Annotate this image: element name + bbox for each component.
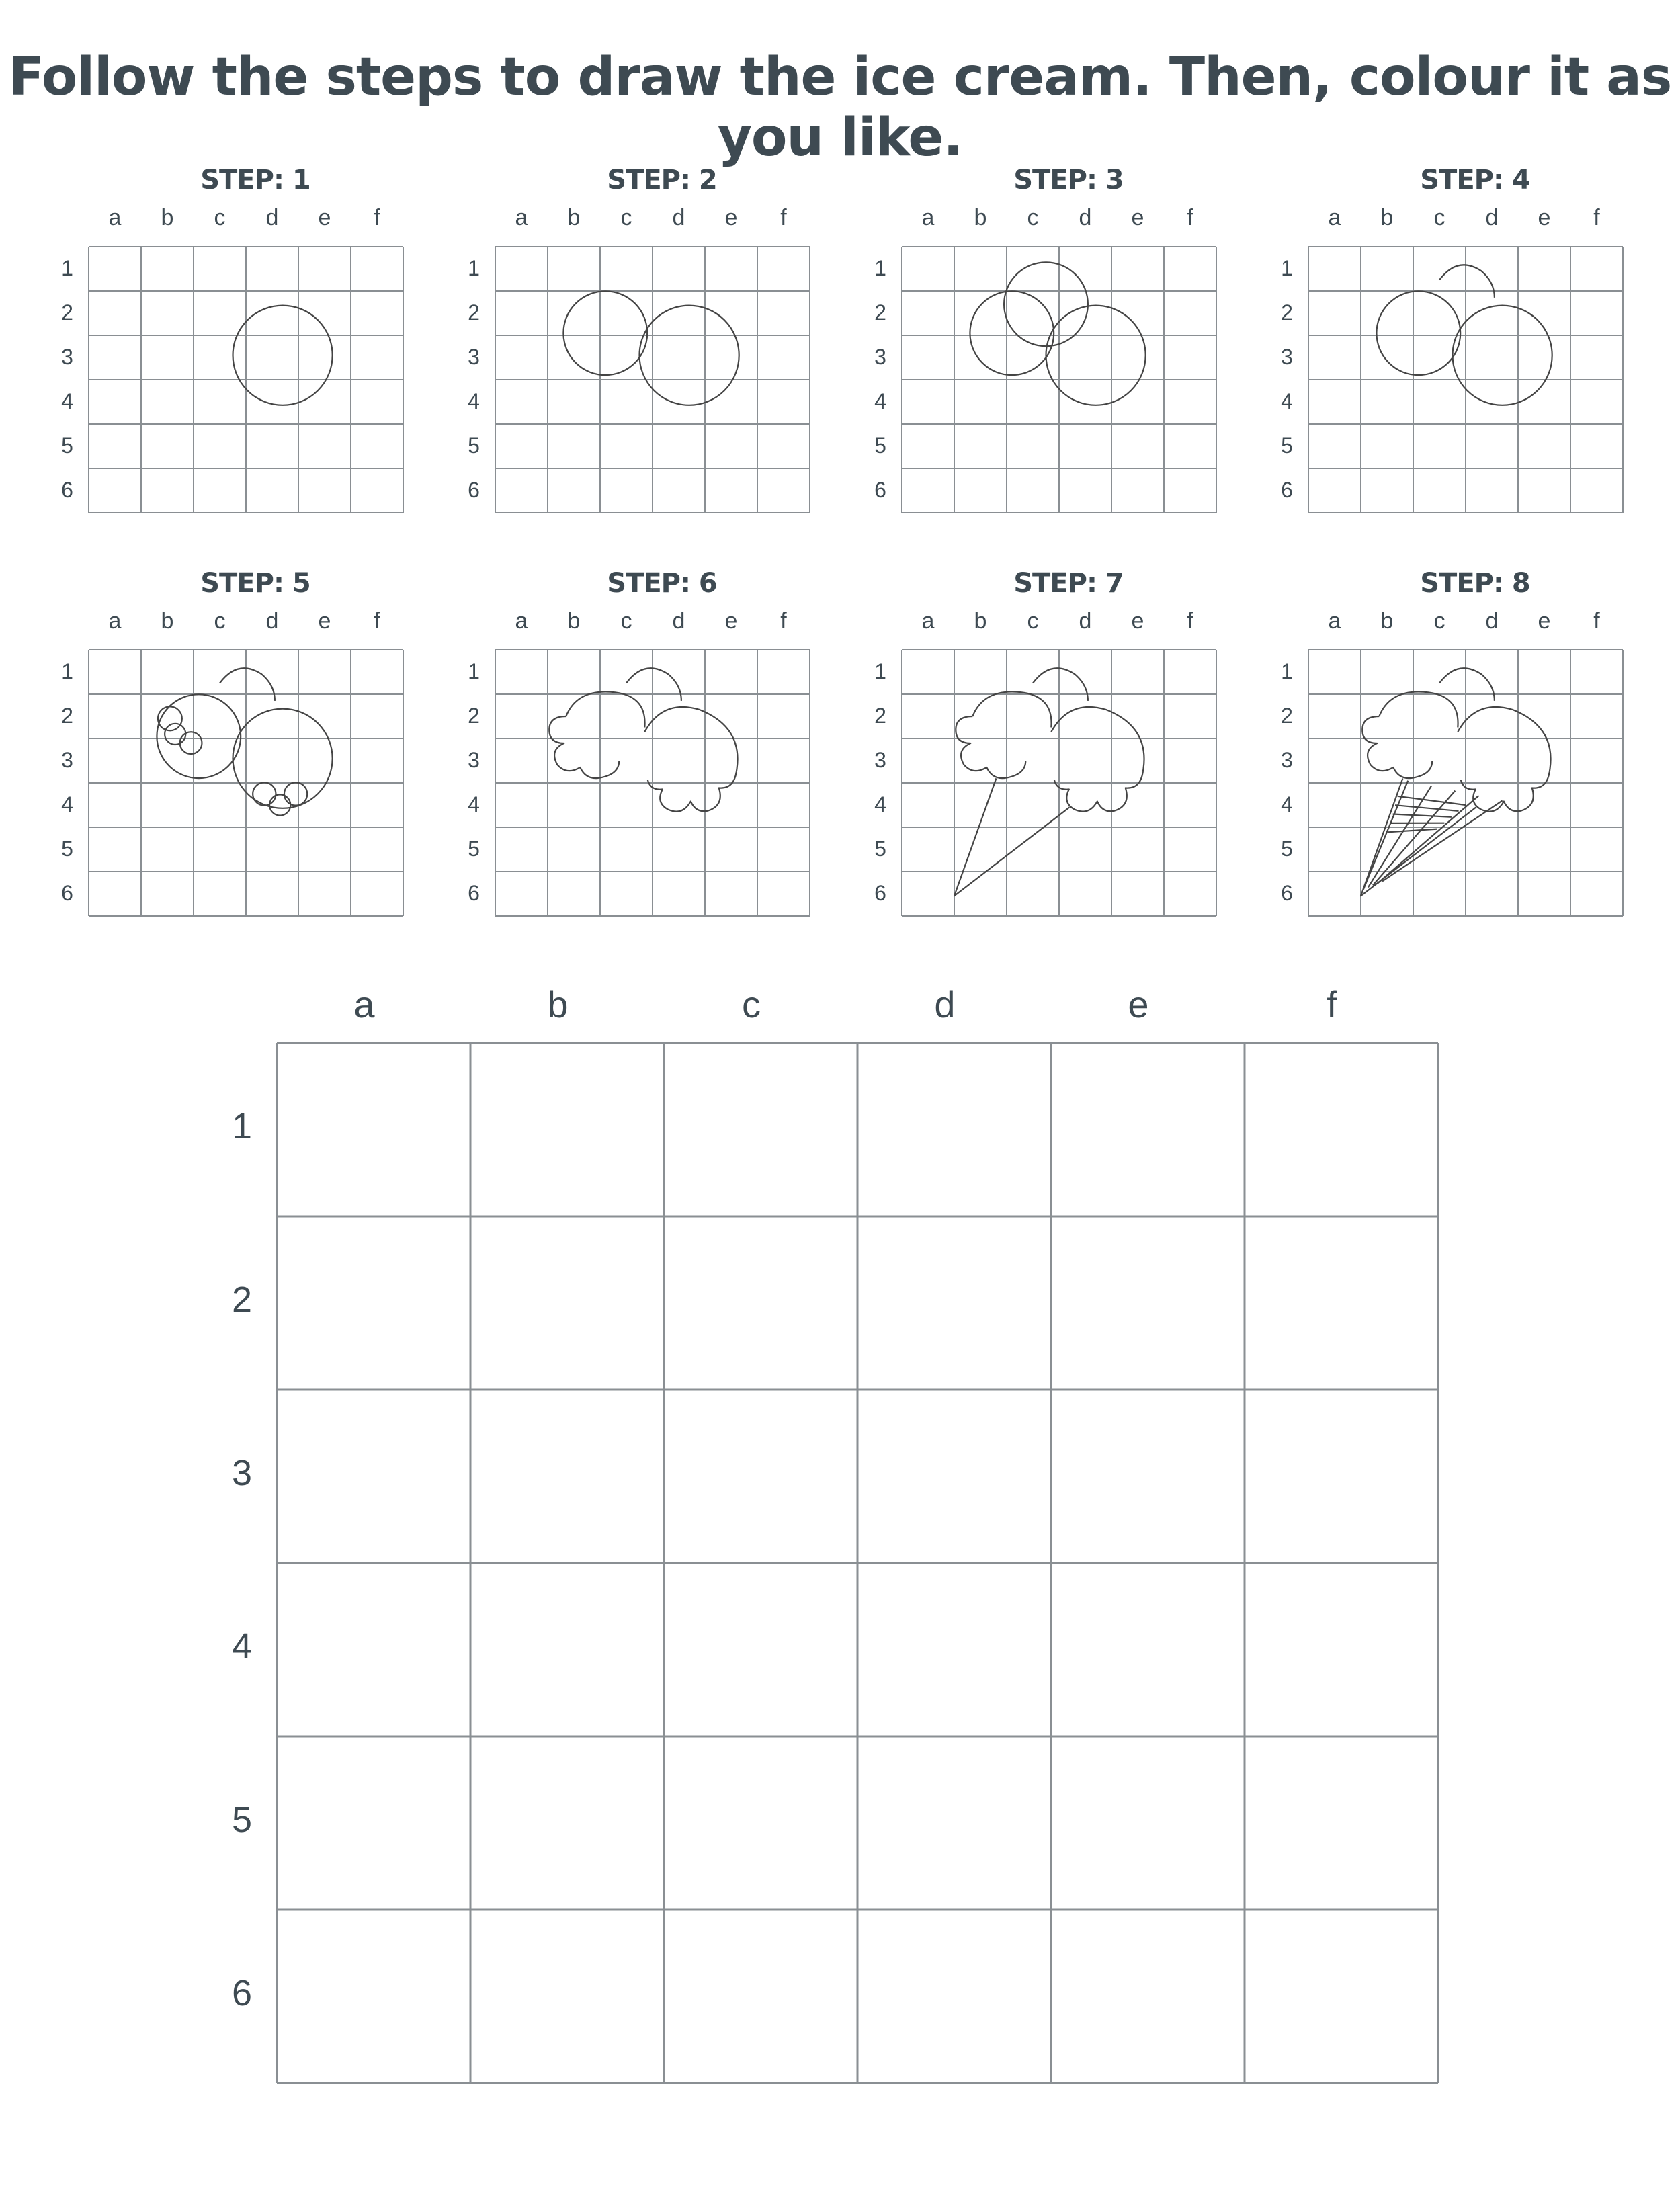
column-label: a	[921, 608, 935, 634]
column-label: d	[1485, 205, 1499, 230]
scoop-top-outline	[1439, 265, 1495, 298]
row-label: 5	[874, 433, 886, 458]
column-label: e	[1128, 983, 1149, 1025]
scoop-left-circle	[970, 291, 1054, 375]
scoop-right-circle	[233, 306, 333, 405]
column-label: f	[1187, 608, 1193, 634]
row-label: 3	[874, 345, 886, 369]
column-label: c	[1027, 608, 1039, 634]
column-label: c	[214, 205, 226, 230]
scoop-right-outline	[1458, 707, 1550, 772]
column-label: d	[934, 983, 956, 1025]
row-label: 3	[874, 748, 886, 772]
row-label: 3	[468, 345, 480, 369]
column-label: b	[974, 608, 987, 634]
bubble-circle	[165, 724, 185, 745]
step-label: STEP: 4	[1420, 165, 1530, 196]
row-label: 2	[1281, 300, 1293, 325]
row-label: 6	[874, 881, 886, 905]
grid-lines	[902, 650, 1216, 916]
column-label: b	[1380, 608, 1394, 634]
step-grid	[460, 568, 864, 917]
scoop-left-wave	[956, 716, 1025, 778]
column-label: a	[108, 205, 122, 230]
bubble-circle	[284, 782, 307, 805]
scoop-top-outline	[220, 668, 275, 701]
row-label: 4	[468, 389, 480, 413]
column-label: c	[1433, 205, 1445, 230]
ice-cream-drawing	[563, 291, 739, 405]
row-label: 6	[874, 478, 886, 502]
column-label: a	[515, 205, 528, 230]
grid-lines	[1308, 650, 1623, 916]
row-label: 6	[468, 478, 480, 502]
scoop-left-outline	[1379, 691, 1458, 727]
row-label: 2	[231, 1279, 253, 1320]
ice-cream-drawing	[157, 668, 332, 815]
column-label: a	[108, 608, 122, 634]
scoop-top-outline	[1033, 668, 1088, 701]
step-label: STEP: 5	[200, 568, 310, 599]
column-label: d	[265, 608, 279, 634]
row-label: 5	[468, 433, 480, 458]
row-label: 2	[61, 300, 73, 325]
step-label: STEP: 7	[1013, 568, 1124, 599]
step-grid	[867, 568, 1270, 917]
step-label: STEP: 1	[200, 165, 310, 196]
row-label: 1	[1281, 256, 1293, 280]
row-label: 3	[468, 748, 480, 772]
column-label: c	[214, 608, 226, 634]
row-label: 5	[61, 837, 73, 861]
step-grid	[54, 568, 457, 917]
row-label: 1	[1281, 659, 1293, 683]
row-label: 4	[61, 792, 73, 816]
grid-lines	[495, 247, 810, 513]
column-label: c	[620, 608, 632, 634]
page-title: Follow the steps to draw the ice cream. Then, colour it as you like.	[8, 47, 1672, 168]
row-label: 1	[874, 659, 886, 683]
column-label: e	[1538, 608, 1551, 634]
column-label: e	[1131, 205, 1144, 230]
row-label: 5	[1281, 433, 1293, 458]
column-label: e	[1131, 608, 1144, 634]
column-label: f	[1327, 983, 1337, 1025]
row-label: 3	[61, 345, 73, 369]
row-label: 3	[1281, 345, 1293, 369]
scoop-left-circle	[1376, 291, 1460, 375]
row-label: 2	[468, 300, 480, 325]
practice-grid[interactable]	[276, 1042, 1439, 2084]
row-label: 6	[61, 881, 73, 905]
column-label: b	[547, 983, 569, 1025]
ice-cream-drawing	[1361, 668, 1551, 896]
column-label: b	[567, 608, 581, 634]
step-8-panel	[1273, 568, 1677, 917]
grid-lines	[1308, 247, 1623, 513]
column-label: e	[1538, 205, 1551, 230]
scoop-top-outline	[1439, 668, 1495, 701]
step-4-panel	[1273, 165, 1677, 514]
row-label: 1	[468, 659, 480, 683]
column-label: d	[1079, 608, 1092, 634]
row-label: 1	[61, 256, 73, 280]
step-grid	[1273, 165, 1677, 514]
row-label: 5	[874, 837, 886, 861]
scoop-left-circle	[563, 291, 647, 375]
row-label: 1	[231, 1106, 253, 1146]
step-7-panel	[867, 568, 1270, 917]
row-label: 6	[231, 1973, 253, 2013]
ice-cream-drawing	[233, 306, 333, 405]
column-label: f	[1593, 608, 1600, 634]
row-label: 4	[468, 792, 480, 816]
row-label: 3	[231, 1453, 253, 1493]
column-label: a	[921, 205, 935, 230]
grid-lines	[495, 650, 810, 916]
column-label: d	[1079, 205, 1092, 230]
column-label: f	[1593, 205, 1600, 230]
row-label: 6	[468, 881, 480, 905]
ice-cream-drawing	[549, 668, 737, 811]
row-label: 3	[1281, 748, 1293, 772]
column-label: f	[374, 205, 380, 230]
column-label: b	[161, 608, 174, 634]
scoop-right-wave	[1461, 772, 1550, 812]
column-label: d	[265, 205, 279, 230]
step-3-panel	[867, 165, 1270, 514]
column-label: f	[780, 608, 787, 634]
row-label: 4	[874, 389, 886, 413]
column-label: d	[672, 205, 685, 230]
row-label: 1	[61, 659, 73, 683]
column-label: b	[567, 205, 581, 230]
step-grid	[1273, 568, 1677, 917]
column-label: c	[742, 983, 761, 1025]
column-label: c	[1027, 205, 1039, 230]
column-label: d	[1485, 608, 1499, 634]
cone-waffle-line	[1398, 796, 1466, 805]
step-2-panel	[460, 165, 864, 514]
cone-waffle-line	[1382, 800, 1503, 881]
scoop-right-circle	[640, 306, 739, 405]
column-label: e	[318, 608, 331, 634]
step-label: STEP: 8	[1420, 568, 1530, 599]
cone-waffle-line	[1393, 814, 1452, 817]
scoop-left-wave	[1362, 716, 1432, 778]
row-label: 3	[61, 748, 73, 772]
cone-outline	[954, 778, 1070, 896]
column-label: a	[1328, 205, 1341, 230]
scoop-right-outline	[1051, 707, 1144, 772]
ice-cream-drawing	[954, 668, 1144, 896]
column-label: d	[672, 608, 685, 634]
row-label: 5	[1281, 837, 1293, 861]
scoop-right-outline	[644, 707, 737, 772]
cone-waffle-line	[1395, 805, 1458, 811]
row-label: 5	[468, 837, 480, 861]
scoop-left-wave	[549, 716, 619, 778]
row-label: 6	[1281, 881, 1293, 905]
row-label: 2	[1281, 704, 1293, 728]
scoop-right-circle	[1453, 306, 1552, 405]
step-label: STEP: 6	[607, 568, 717, 599]
row-label: 2	[874, 300, 886, 325]
step-grid	[460, 165, 864, 514]
column-label: b	[161, 205, 174, 230]
grid-lines	[902, 247, 1216, 513]
scoop-left-outline	[972, 691, 1051, 727]
row-label: 4	[61, 389, 73, 413]
row-label: 2	[61, 704, 73, 728]
column-label: a	[515, 608, 528, 634]
scoop-right-circle	[233, 709, 333, 808]
step-1-panel	[54, 165, 457, 514]
column-label: a	[353, 983, 375, 1025]
scoop-left-outline	[566, 691, 644, 727]
row-label: 4	[231, 1626, 253, 1667]
row-label: 1	[468, 256, 480, 280]
scoop-right-circle	[1046, 306, 1146, 405]
step-label: STEP: 3	[1013, 165, 1124, 196]
row-label: 4	[874, 792, 886, 816]
step-6-panel	[460, 568, 864, 917]
column-label: f	[780, 205, 787, 230]
row-label: 5	[231, 1800, 253, 1840]
scoop-top-outline	[626, 668, 681, 701]
column-label: b	[974, 205, 987, 230]
scoop-right-wave	[648, 772, 737, 812]
scoop-right-wave	[1054, 772, 1143, 812]
column-label: e	[318, 205, 331, 230]
column-label: e	[724, 205, 738, 230]
ice-cream-drawing	[970, 262, 1145, 405]
column-label: f	[1187, 205, 1193, 230]
grid-lines	[89, 247, 403, 513]
step-label: STEP: 2	[607, 165, 717, 196]
row-label: 5	[61, 433, 73, 458]
row-label: 1	[874, 256, 886, 280]
step-grid	[54, 165, 457, 514]
row-label: 4	[1281, 792, 1293, 816]
column-label: b	[1380, 205, 1394, 230]
row-label: 6	[1281, 478, 1293, 502]
row-label: 2	[468, 704, 480, 728]
step-5-panel	[54, 568, 457, 917]
column-label: a	[1328, 608, 1341, 634]
bubble-circle	[253, 782, 276, 805]
row-label: 2	[874, 704, 886, 728]
bubble-circle	[180, 732, 202, 754]
step-grid	[867, 165, 1270, 514]
row-label: 4	[1281, 389, 1293, 413]
column-label: f	[374, 608, 380, 634]
column-label: c	[620, 205, 632, 230]
column-label: e	[724, 608, 738, 634]
scoop-top-circle	[1004, 262, 1088, 346]
practice-grid-lines	[277, 1043, 1438, 2083]
row-label: 6	[61, 478, 73, 502]
column-label: c	[1433, 608, 1445, 634]
grid-lines	[89, 650, 403, 916]
bubble-circle	[269, 794, 290, 815]
